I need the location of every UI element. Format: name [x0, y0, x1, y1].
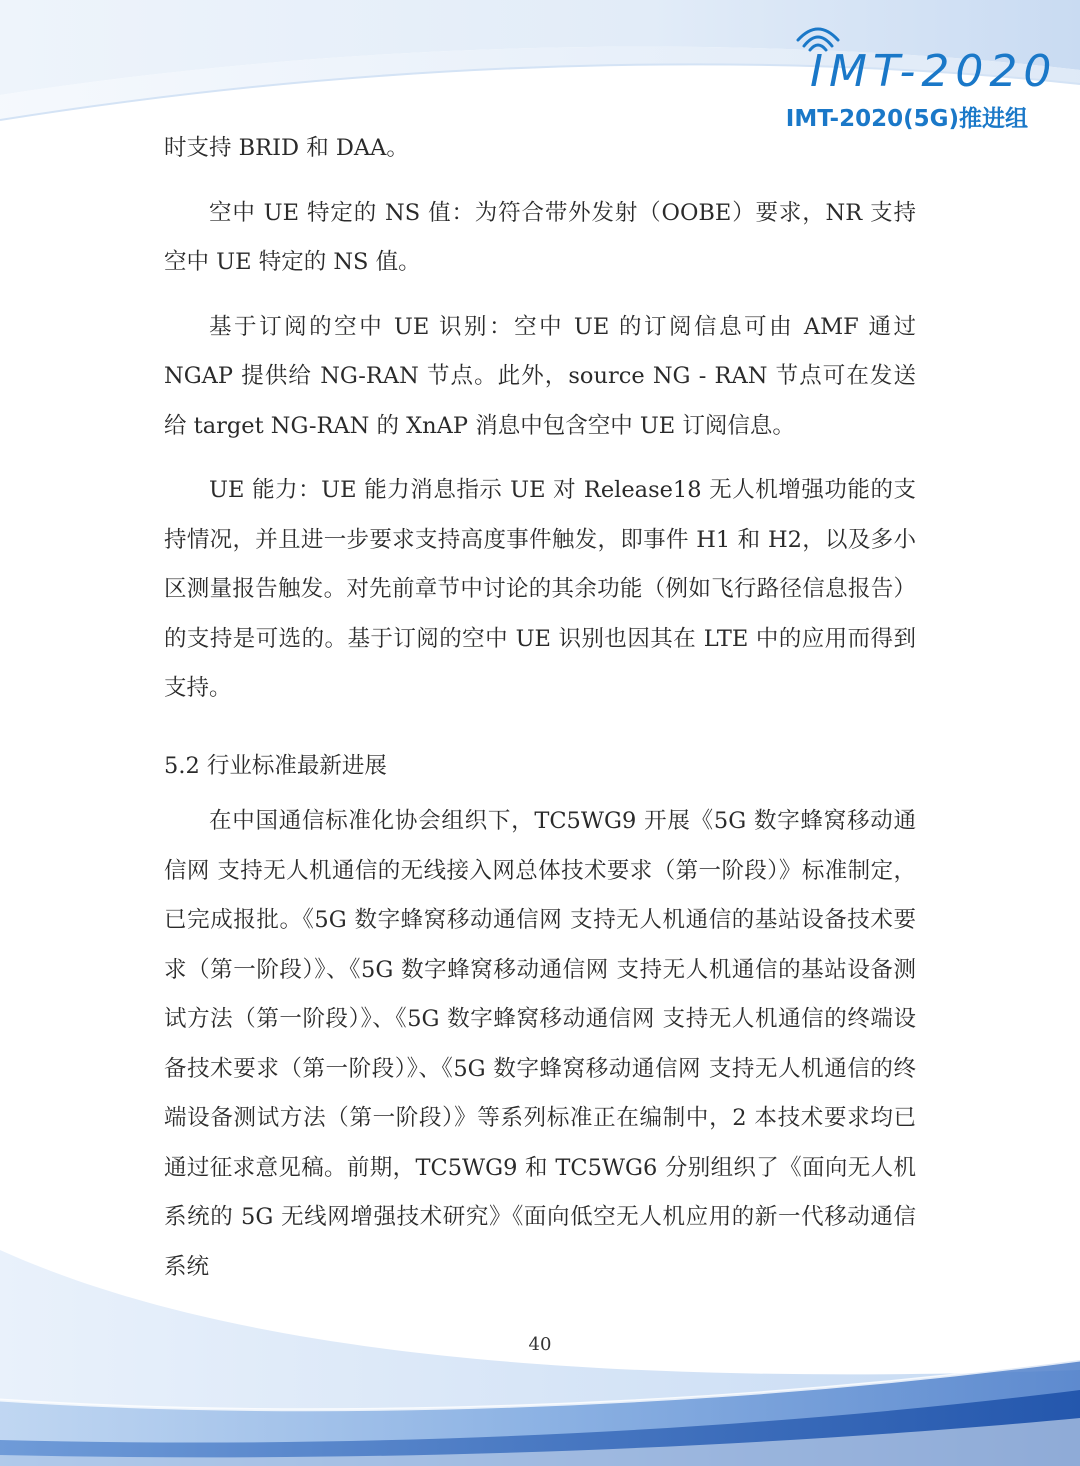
body-text [164, 124, 916, 1307]
page-number: 40 [528, 1334, 552, 1355]
paragraph-subscription-identification: 基于订阅的空中 UE 识别：空中 UE 的订阅信息可由 AMF 通过 NGAP 提供给 NG-RAN 节点。此外，source NG - RAN 节点可在发送给 target NG-RAN 的 XnAP 消息中包含空中 UE 订阅信息。 [164, 313, 916, 439]
imt2020-logo-mark [796, 16, 1058, 98]
organization-name: IMT-2020(5G)推进组 [785, 106, 1028, 132]
imt2020-logo [785, 16, 1058, 136]
paragraph-industry-standards: 在中国通信标准化协会组织下，TC5WG9 开展《5G 数字蜂窝移动通信网 支持无人机通信的无线接入网总体技术要求（第一阶段）》标准制定，已完成报批。《5G 数字蜂窝移动通信网 支持无人机通信的基站设备技术要求（第一阶段）》、《5G 数字蜂窝移动通信网 支持无人机通信的基站设备测试方法（第一阶段）》、《5G 数字蜂窝移动通信网 支持无人机通信的终端设备技术要求（第一阶段）》、《5G 数字蜂窝移动通信网 支持无人机通信的终端设备测试方法（第一阶段）》等系列标准正在编制中，2 本技术要求均已通过征求意见稿。前期，TC5WG9 和 TC5WG6 分别组织了《面向无人机系统的 5G 无线网增强技术研究》《面向低空无人机应用的新一代移动通信系统 [164, 808, 916, 1280]
paragraph-ue-capability: UE 能力：UE 能力消息指示 UE 对 Release18 无人机增强功能的支持情况，并且进一步要求支持高度事件触发，即事件 H1 和 H2，以及多小区测量报告触发。对先前章节中讨论的其余功能（例如飞行路径信息报告）的支持是可选的。基于订阅的空中 UE 识别也因其在 LTE 中的应用而得到支持。 [164, 477, 916, 701]
logo-wordmark: IMT-2020 [810, 46, 1058, 97]
paragraph-ns-value: 空中 UE 特定的 NS 值：为符合带外发射（OOBE）要求，NR 支持空中 UE 特定的 NS 值。 [164, 199, 916, 275]
section-heading: 5.2 行业标准最新进展 [164, 752, 387, 779]
paragraph-continuation: 时支持 BRID 和 DAA。 [164, 135, 409, 161]
footer-wave-decoration [0, 1250, 1080, 1466]
